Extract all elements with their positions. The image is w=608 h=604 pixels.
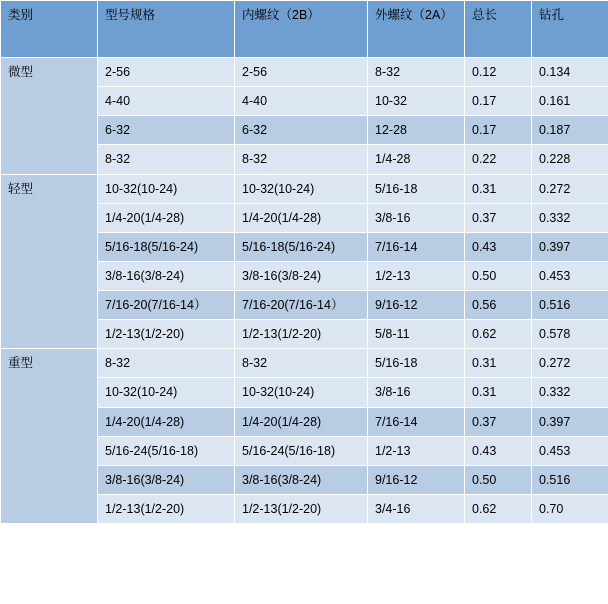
cell-total-length: 0.31 [465, 174, 532, 203]
cell-model-spec: 1/2-13(1/2-20) [98, 494, 235, 523]
cell-internal-thread: 10-32(10-24) [235, 378, 368, 407]
cell-drill-hole: 0.453 [532, 436, 608, 465]
cell-drill-hole: 0.332 [532, 378, 608, 407]
column-header-external-thread: 外螺纹（2A） [368, 1, 465, 58]
cell-model-spec: 6-32 [98, 116, 235, 145]
cell-total-length: 0.31 [465, 349, 532, 378]
cell-drill-hole: 0.272 [532, 349, 608, 378]
cell-total-length: 0.62 [465, 320, 532, 349]
cell-internal-thread: 1/2-13(1/2-20) [235, 494, 368, 523]
column-header-drill-hole: 钻孔 [532, 1, 608, 58]
cell-external-thread: 8-32 [368, 58, 465, 87]
cell-model-spec: 3/8-16(3/8-24) [98, 465, 235, 494]
cell-total-length: 0.43 [465, 436, 532, 465]
table-row [1, 174, 608, 203]
cell-model-spec: 3/8-16(3/8-24) [98, 261, 235, 290]
cell-internal-thread: 4-40 [235, 87, 368, 116]
cell-model-spec: 5/16-24(5/16-18) [98, 436, 235, 465]
cell-external-thread: 1/4-28 [368, 145, 465, 174]
cell-internal-thread: 5/16-18(5/16-24) [235, 232, 368, 261]
cell-external-thread: 3/8-16 [368, 203, 465, 232]
cell-model-spec: 8-32 [98, 349, 235, 378]
cell-internal-thread: 3/8-16(3/8-24) [235, 465, 368, 494]
cell-total-length: 0.56 [465, 291, 532, 320]
cell-drill-hole: 0.332 [532, 203, 608, 232]
cell-model-spec: 10-32(10-24) [98, 378, 235, 407]
table-header [1, 1, 608, 58]
cell-total-length: 0.17 [465, 116, 532, 145]
cell-drill-hole: 0.70 [532, 494, 608, 523]
cell-total-length: 0.17 [465, 87, 532, 116]
cell-total-length: 0.50 [465, 261, 532, 290]
header-row [1, 1, 608, 58]
cell-drill-hole: 0.516 [532, 291, 608, 320]
cell-external-thread: 3/4-16 [368, 494, 465, 523]
cell-total-length: 0.50 [465, 465, 532, 494]
column-header-total-length: 总长 [465, 1, 532, 58]
cell-external-thread: 7/16-14 [368, 407, 465, 436]
cell-model-spec: 1/4-20(1/4-28) [98, 203, 235, 232]
cell-drill-hole: 0.161 [532, 87, 608, 116]
cell-drill-hole: 0.272 [532, 174, 608, 203]
category-label: 重型 [8, 356, 34, 371]
table-row [1, 349, 608, 378]
cell-external-thread: 3/8-16 [368, 378, 465, 407]
cell-drill-hole: 0.228 [532, 145, 608, 174]
cell-drill-hole: 0.134 [532, 58, 608, 87]
cell-internal-thread: 1/4-20(1/4-28) [235, 407, 368, 436]
cell-external-thread: 1/2-13 [368, 436, 465, 465]
cell-external-thread: 12-28 [368, 116, 465, 145]
cell-internal-thread: 1/4-20(1/4-28) [235, 203, 368, 232]
cell-internal-thread: 10-32(10-24) [235, 174, 368, 203]
cell-model-spec: 1/4-20(1/4-28) [98, 407, 235, 436]
cell-model-spec: 2-56 [98, 58, 235, 87]
cell-drill-hole: 0.453 [532, 261, 608, 290]
category-cell-micro [1, 58, 98, 175]
cell-internal-thread: 8-32 [235, 145, 368, 174]
cell-drill-hole: 0.397 [532, 232, 608, 261]
cell-external-thread: 9/16-12 [368, 465, 465, 494]
cell-total-length: 0.43 [465, 232, 532, 261]
cell-model-spec: 5/16-18(5/16-24) [98, 232, 235, 261]
category-cell-light [1, 174, 98, 349]
cell-internal-thread: 8-32 [235, 349, 368, 378]
cell-internal-thread: 2-56 [235, 58, 368, 87]
cell-total-length: 0.31 [465, 378, 532, 407]
column-header-model-spec: 型号规格 [98, 1, 235, 58]
cell-drill-hole: 0.187 [532, 116, 608, 145]
cell-total-length: 0.62 [465, 494, 532, 523]
cell-total-length: 0.22 [465, 145, 532, 174]
cell-drill-hole: 0.516 [532, 465, 608, 494]
cell-external-thread: 5/16-18 [368, 349, 465, 378]
cell-total-length: 0.12 [465, 58, 532, 87]
column-header-category: 类别 [1, 1, 98, 58]
cell-external-thread: 10-32 [368, 87, 465, 116]
cell-drill-hole: 0.578 [532, 320, 608, 349]
cell-total-length: 0.37 [465, 203, 532, 232]
cell-external-thread: 5/16-18 [368, 174, 465, 203]
cell-total-length: 0.37 [465, 407, 532, 436]
cell-internal-thread: 6-32 [235, 116, 368, 145]
cell-model-spec: 10-32(10-24) [98, 174, 235, 203]
category-label: 微型 [8, 65, 34, 79]
cell-model-spec: 4-40 [98, 87, 235, 116]
cell-model-spec: 8-32 [98, 145, 235, 174]
cell-internal-thread: 7/16-20(7/16-14） [235, 291, 368, 320]
cell-internal-thread: 1/2-13(1/2-20) [235, 320, 368, 349]
table-body [1, 58, 608, 524]
cell-external-thread: 9/16-12 [368, 291, 465, 320]
cell-external-thread: 7/16-14 [368, 232, 465, 261]
cell-model-spec: 7/16-20(7/16-14） [98, 291, 235, 320]
category-label: 轻型 [8, 181, 34, 196]
category-cell-heavy [1, 349, 98, 524]
cell-drill-hole: 0.397 [532, 407, 608, 436]
cell-external-thread: 1/2-13 [368, 261, 465, 290]
cell-internal-thread: 3/8-16(3/8-24) [235, 261, 368, 290]
cell-external-thread: 5/8-11 [368, 320, 465, 349]
table-row [1, 58, 608, 87]
cell-model-spec: 1/2-13(1/2-20) [98, 320, 235, 349]
column-header-internal-thread: 内螺纹（2B） [235, 1, 368, 58]
cell-internal-thread: 5/16-24(5/16-18) [235, 436, 368, 465]
